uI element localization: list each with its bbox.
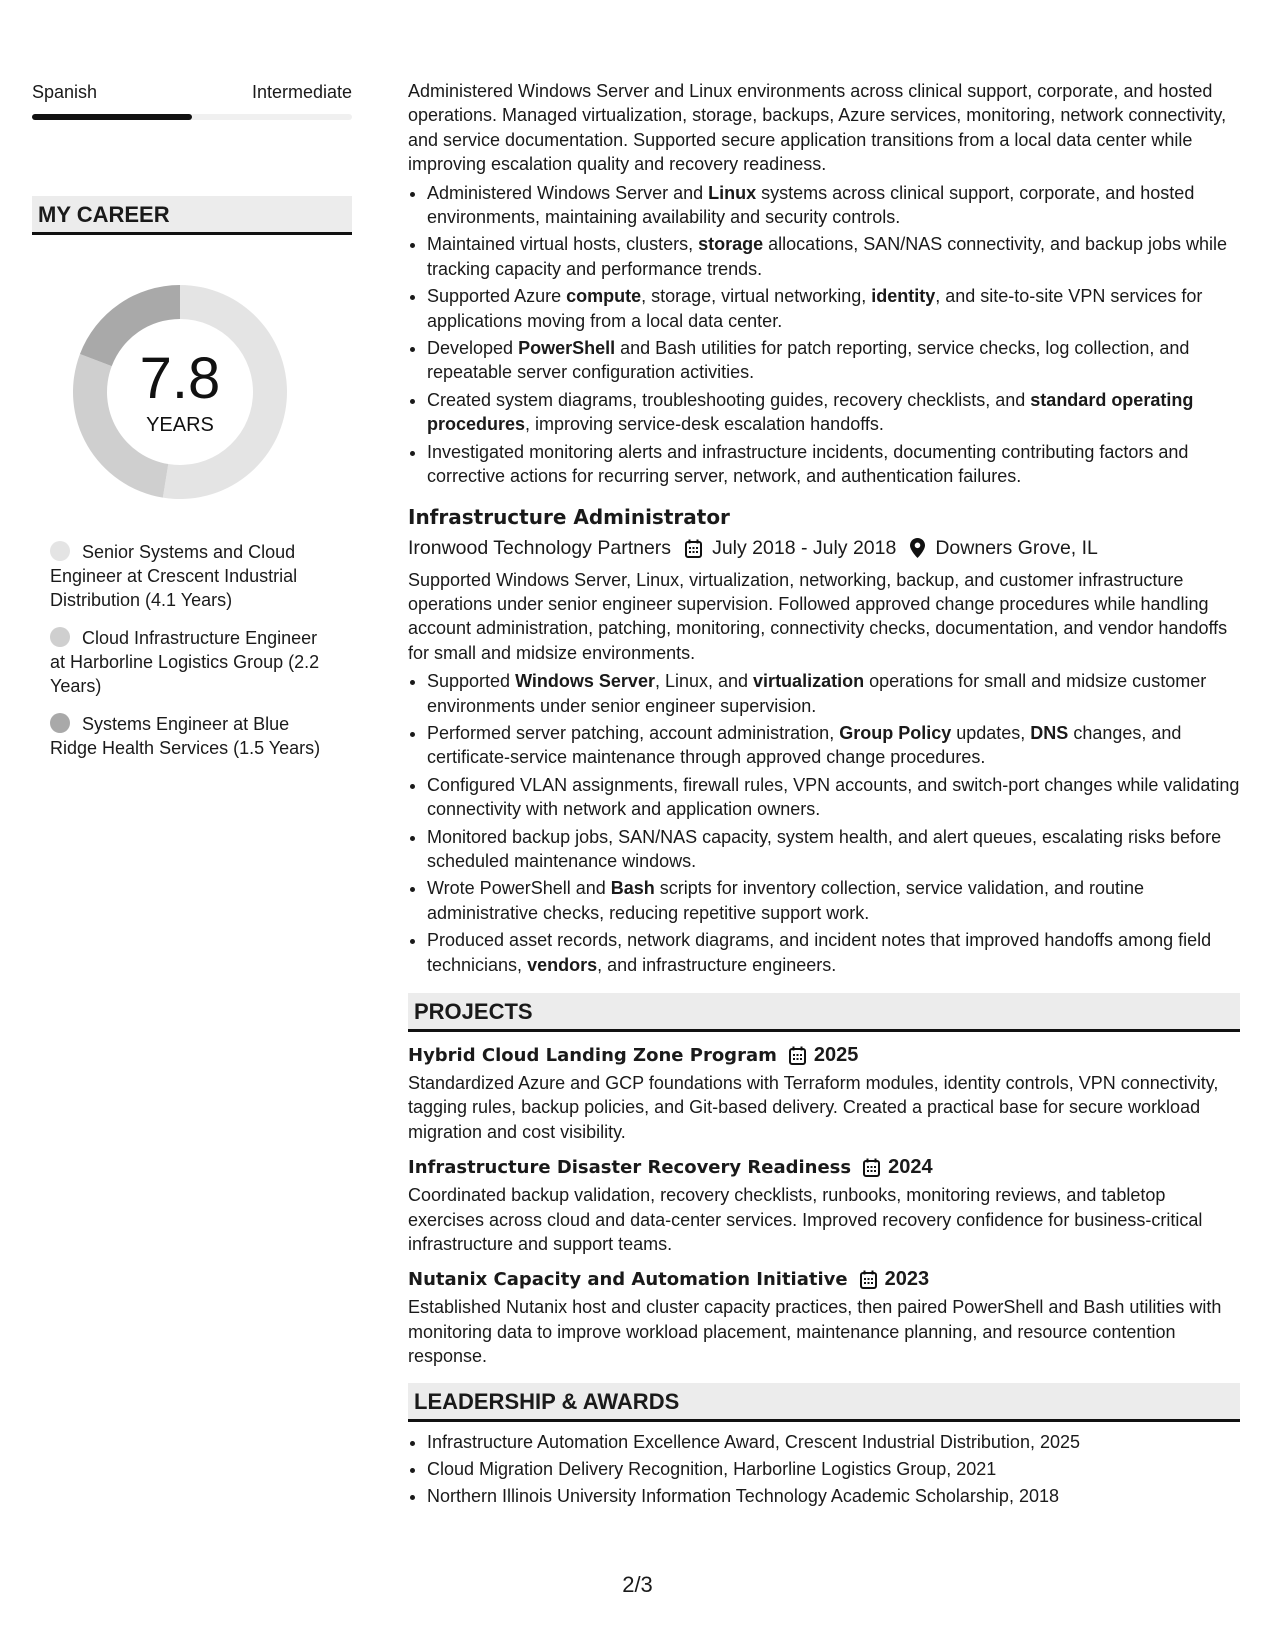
calendar-icon [860,1270,877,1289]
bullet-text: operations for small and midsize customer environments under senior engineer supervision. [427,671,1207,716]
bullet-text: allocations, SAN/NAS connectivity, and backup jobs while tracking capacity and performance trends. [427,234,1228,279]
project-header [408,1044,1240,1067]
job-location: Downers Grove, IL [935,536,1098,559]
bullet-item [427,440,1240,489]
bullet-text: Maintained virtual hosts, clusters, [427,234,699,255]
career-role-item [50,540,330,612]
career-role-label: Cloud Infrastructure Engineer at Harborline Logistics Group (2.2 Years) [50,628,320,696]
bullet-text: systems across clinical support, corporate, and hosted environments, maintaining availability and security controls. [427,182,1195,228]
bullet-item [427,669,1240,718]
projects-heading: PROJECTS [408,993,1240,1032]
language-name: Spanish [32,82,98,102]
bullet-text: , improving service-desk escalation handoffs. [525,414,884,435]
language-row [32,82,352,103]
bullet-text: Developed [427,338,519,359]
bullet-text: and Bash utilities for patch reporting, service checks, log collection, and repeatable server configuration activities. [427,338,1190,383]
career-heading: MY CAREER [32,196,352,235]
bullet-text: Supported [427,671,516,692]
bullet-text: Investigated monitoring alerts and infrastructure incidents, documenting contributing factors and corrective actions for recurring server, network, and authentication failures. [427,441,1189,487]
project-item [408,1156,1240,1256]
map-pin-icon [910,538,925,558]
bullet-item [427,773,1240,822]
career-total-years: 7.8 [139,346,221,411]
project-item [408,1044,1240,1144]
bullet-text: Monitored backup jobs, SAN/NAS capacity, system health, and alert queues, escalating risks before scheduled maintenance windows. [427,826,1222,871]
legend-dot [50,713,70,733]
calendar-icon [685,539,702,558]
award-item: • Cloud Migration Delivery Recognition, Harborline Logistics Group, 2021 [427,1457,1240,1481]
bullet-text: , Linux, and [654,671,754,692]
bullet-item [427,284,1240,333]
project-header [408,1268,1240,1291]
award-item: • Northern Illinois University Information Technology Academic Scholarship, 2018 [427,1484,1240,1508]
bullet-text: Performed server patching, account administration, [427,722,840,743]
page-number: 2/3 [622,1572,653,1597]
bullet-emphasis: virtualization [753,671,865,692]
project-year: 2025 [813,1044,859,1066]
project-item [408,1268,1240,1368]
bullet-text: , and infrastructure engineers. [597,954,837,975]
project-description: Established Nutanix host and cluster capacity practices, then paired PowerShell and Bash utilities with monitoring data to improve workload placement, maintenance planning, and resource contention response. [408,1297,1222,1367]
project-year: 2024 [888,1156,933,1179]
career-years-label: YEARS [146,414,214,436]
bullet-text: Produced asset records, network diagrams, and incident notes that improved handoffs among field technicians, [427,930,1212,975]
project-title: Nutanix Capacity and Automation Initiative [408,1269,848,1291]
career-role-item [50,626,330,698]
bullet-item [427,825,1240,874]
language-proficiency-fill [32,114,192,120]
bullet-text: , and site-to-site VPN services for applications moving from a local data center. [427,286,1203,331]
job-bullet-list [408,669,1240,977]
career-donut-chart [66,278,294,506]
bullet-item [427,336,1240,385]
bullet-emphasis: Bash [610,878,655,899]
job-summary: Administered Windows Server and Linux environments across clinical support, corporate, and hosted operations. Managed virtualization, storage, backups, Azure services, monitoring, network connectivity, and service documentation. Supported secure application transitions from a local data center while improving escalation quality and recovery readiness. [408,81,1227,175]
bullet-item [427,928,1240,977]
bullet-emphasis: standard operating procedures [427,389,1194,435]
bullet-emphasis: compute [566,286,642,307]
project-header [408,1156,1240,1179]
main-content [408,0,1240,1512]
job-summary: Supported Windows Server, Linux, virtualization, networking, backup, and customer infrastructure operations under senior engineer supervision. Followed approved change procedures while handling account administration, patching, monitoring, connectivity checks, documentation, and vendor handoffs for small and midsize environments. [408,569,1228,663]
legend-dot [50,541,70,561]
bullet-text: Configured VLAN assignments, firewall rules, VPN accounts, and switch-port changes while validating connectivity with network and application owners. [427,774,1240,820]
bullet-item [427,388,1240,437]
bullet-text: Supported Azure [427,286,567,307]
career-role-label: Senior Systems and Cloud Engineer at Crescent Industrial Distribution (4.1 Years) [50,542,298,610]
bullet-item [427,721,1240,770]
bullet-emphasis: DNS [1030,722,1069,743]
job-bullet-list [408,181,1240,489]
awards-list [408,1430,1240,1509]
bullet-item [427,181,1240,230]
company-name: Ironwood Technology Partners [408,536,672,559]
bullet-emphasis: Linux [708,182,757,203]
bullet-text: Administered Windows Server and [427,182,709,203]
bullet-emphasis: Windows Server [515,671,655,692]
bullet-emphasis: Group Policy [839,722,952,743]
bullet-text: scripts for inventory collection, service validation, and routine administrative checks, reducing repetitive support work. [427,878,1145,923]
bullet-item [427,232,1240,281]
career-role-label: Systems Engineer at Blue Ridge Health Services (1.5 Years) [50,714,321,758]
bullet-emphasis: vendors [527,954,598,975]
legend-dot [50,627,70,647]
bullet-emphasis: storage [698,234,764,255]
bullet-text: Created system diagrams, troubleshooting guides, recovery checklists, and [427,389,1031,410]
job-dates: July 2018 - July 2018 [712,536,897,559]
award-item: • Infrastructure Automation Excellence Award, Crescent Industrial Distribution, 2025 [427,1430,1240,1454]
bullet-emphasis: identity [871,286,936,307]
bullet-emphasis: PowerShell [518,338,616,359]
project-title: Hybrid Cloud Landing Zone Program [408,1045,777,1066]
bullet-text: updates, [951,722,1031,743]
career-role-list [50,540,330,774]
bullet-text: , storage, virtual networking, [641,286,872,307]
project-description: Coordinated backup validation, recovery checklists, runbooks, monitoring reviews, and tabletop exercises across cloud and data-center services. Improved recovery confidence for business-critical infrastructure and support teams. [408,1185,1203,1255]
project-title: Infrastructure Disaster Recovery Readiness [408,1157,852,1179]
project-description: Standardized Azure and GCP foundations with Terraform modules, identity controls, VPN connectivity, tagging rules, backup policies, and Git-based delivery. Created a practical base for secure workload migration and cost visibility. [408,1073,1219,1142]
calendar-icon [789,1046,806,1065]
bullet-text: Wrote PowerShell and [427,878,611,899]
language-proficiency-bar [32,114,352,120]
calendar-icon [863,1158,880,1177]
bullet-text: changes, and certificate-service maintenance through approved change procedures. [427,722,1182,768]
project-year: 2023 [884,1268,930,1291]
job-meta [408,537,1240,560]
awards-heading: LEADERSHIP & AWARDS [408,1383,1240,1422]
job-title: Infrastructure Administrator [408,504,730,529]
bullet-item [427,876,1240,925]
language-level: Intermediate [251,82,352,102]
career-role-item [50,712,330,760]
